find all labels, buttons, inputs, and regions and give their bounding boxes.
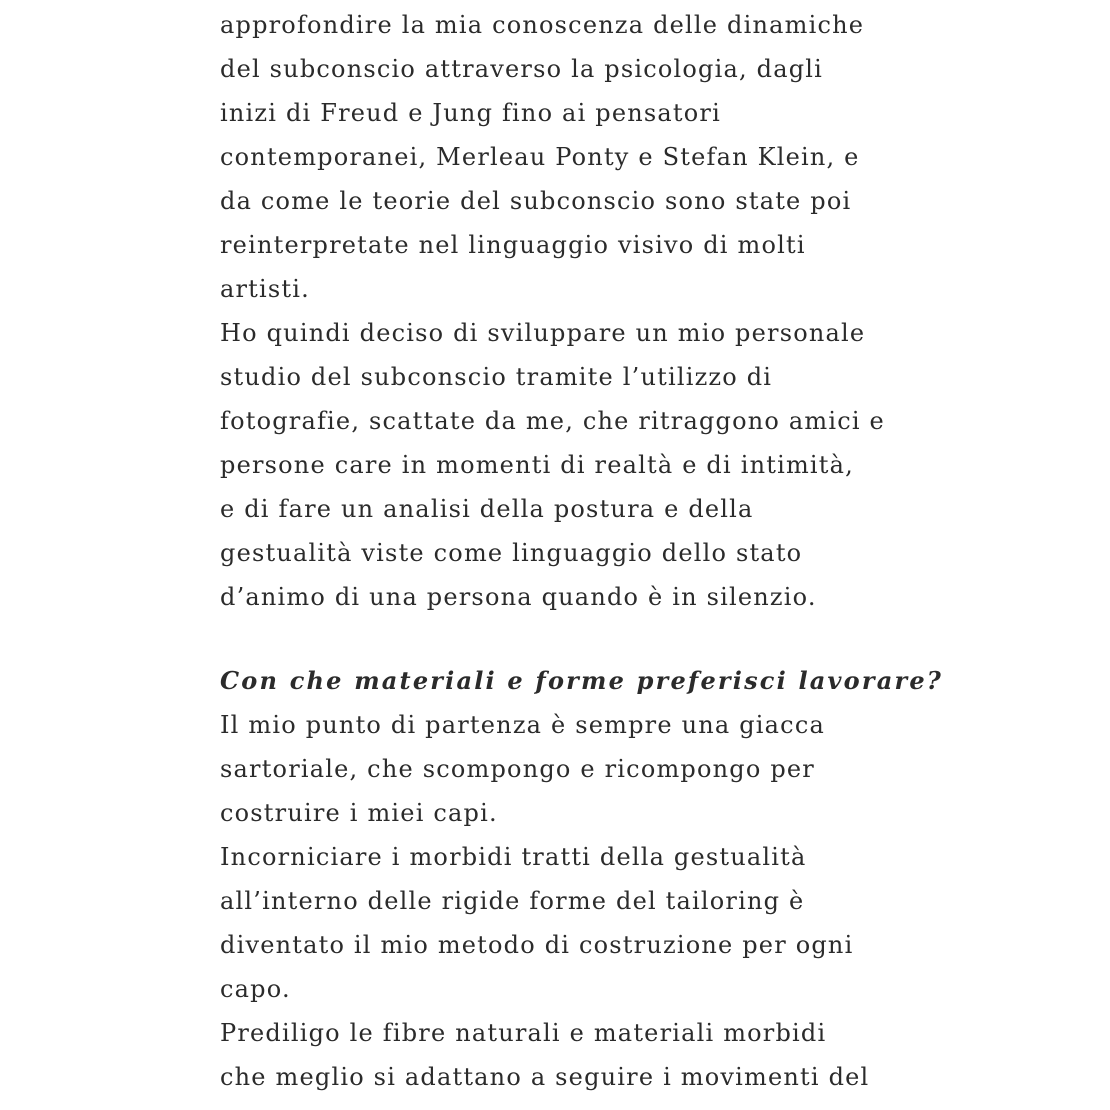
text-line: capo.: [220, 975, 291, 1003]
text-line: costruire i miei capi.: [220, 799, 498, 827]
text-line: all’interno delle rigide forme del tailoring è: [220, 887, 805, 915]
text-line: studio del subconscio tramite l’utilizzo di: [220, 363, 773, 391]
text-line: Incorniciare i morbidi tratti della gestualità: [220, 843, 807, 871]
text-line: contemporanei, Merleau Ponty e Stefan Klein, e: [220, 143, 860, 171]
text-line: Il mio punto di partenza è sempre una giacca: [220, 711, 825, 739]
text-line: approfondire la mia conoscenza delle dinamiche: [220, 11, 865, 39]
text-line: fotografie, scattate da me, che ritraggono amici e: [220, 407, 885, 435]
text-line: da come le teorie del subconscio sono state poi: [220, 187, 852, 215]
text-line: sartoriale, che scompongo e ricompongo per: [220, 755, 815, 783]
text-line: reinterpretate nel linguaggio visivo di molti: [220, 231, 806, 259]
text-line: del subconscio attraverso la psicologia, dagli: [220, 55, 824, 83]
text-line: persone care in momenti di realtà e di intimità,: [220, 451, 854, 479]
interview-question: Con che materiali e forme preferisci lavorare?: [220, 666, 944, 695]
text-line: d’animo di una persona quando è in silenzio.: [220, 583, 817, 611]
text-line: Ho quindi deciso di sviluppare un mio personale: [220, 319, 866, 347]
text-line: diventato il mio metodo di costruzione per ogni: [220, 931, 854, 959]
text-line: gestualità viste come linguaggio dello stato: [220, 539, 803, 567]
text-line: Prediligo le fibre naturali e materiali morbidi: [220, 1019, 827, 1047]
text-line: artisti.: [220, 275, 310, 303]
text-line: inizi di Freud e Jung fino ai pensatori: [220, 99, 721, 127]
text-line: e di fare un analisi della postura e della: [220, 495, 754, 523]
text-line: che meglio si adattano a seguire i movimenti del: [220, 1063, 870, 1091]
